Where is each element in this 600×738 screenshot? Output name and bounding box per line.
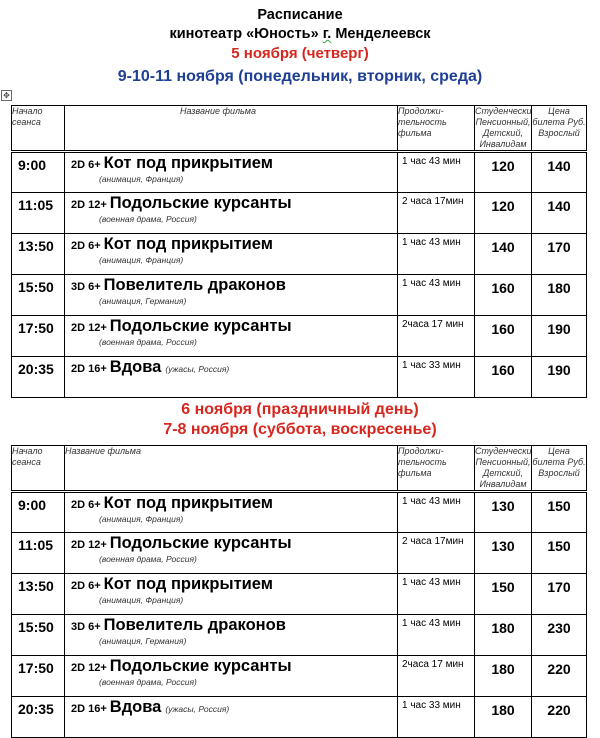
- format-rating: 2D 12+: [71, 539, 107, 551]
- price-concession: 180: [475, 615, 532, 656]
- film-title: Кот под прикрытием: [103, 235, 273, 253]
- price-adult: 190: [532, 357, 587, 398]
- film-cell: [65, 574, 398, 615]
- film-cell: [65, 533, 398, 574]
- table-row: [12, 533, 587, 574]
- film-title: Кот под прикрытием: [103, 154, 273, 172]
- film-genre: (анимация, Франция): [99, 595, 184, 605]
- film-genre: (анимация, Франция): [99, 174, 184, 184]
- table-row: [12, 275, 587, 316]
- col-concession: Студенчески Пенсионный, Детский, Инвалидам: [475, 446, 532, 492]
- film-title: Кот под прикрытием: [103, 494, 273, 512]
- film-title: Подольские курсанты: [109, 534, 292, 552]
- film-cell: [65, 193, 398, 234]
- table-row: [12, 357, 587, 398]
- price-adult: 190: [532, 316, 587, 357]
- format-rating: 3D 6+: [71, 621, 101, 633]
- format-rating: 2D 6+: [71, 159, 101, 171]
- film-title: Повелитель драконов: [103, 276, 286, 294]
- film-title: Подольские курсанты: [109, 194, 292, 212]
- price-concession: 150: [475, 574, 532, 615]
- start-time: 11:05: [12, 533, 65, 574]
- film-cell: [65, 275, 398, 316]
- duration: 1 час 33 мин: [398, 697, 475, 738]
- format-rating: 2D 6+: [71, 580, 101, 592]
- duration: 1 час 43 мин: [398, 574, 475, 615]
- price-adult: 150: [532, 533, 587, 574]
- price-adult: 220: [532, 697, 587, 738]
- price-concession: 160: [475, 357, 532, 398]
- duration: 2 часа 17мин: [398, 193, 475, 234]
- film-cell: [65, 492, 398, 533]
- move-handle-icon[interactable]: ✥: [1, 90, 12, 101]
- duration: 2часа 17 мин: [398, 316, 475, 357]
- price-concession: 160: [475, 316, 532, 357]
- film-genre: (военная драма, Россия): [99, 337, 197, 347]
- start-time: 13:50: [12, 574, 65, 615]
- col-start: Начало сеанса: [12, 446, 65, 492]
- film-cell: [65, 152, 398, 193]
- price-concession: 130: [475, 492, 532, 533]
- start-time: 13:50: [12, 234, 65, 275]
- section2-header: [0, 400, 600, 439]
- film-title: Кот под прикрытием: [103, 575, 273, 593]
- duration: 1 час 43 мин: [398, 615, 475, 656]
- table-header-row: [12, 446, 587, 492]
- price-concession: 120: [475, 152, 532, 193]
- price-adult: 150: [532, 492, 587, 533]
- start-time: 15:50: [12, 615, 65, 656]
- price-adult: 230: [532, 615, 587, 656]
- film-title: Подольские курсанты: [109, 317, 292, 335]
- film-genre: (ужасы, Россия): [165, 704, 230, 714]
- price-concession: 180: [475, 656, 532, 697]
- format-rating: 2D 6+: [71, 499, 101, 511]
- start-time: 20:35: [12, 697, 65, 738]
- film-cell: [65, 697, 398, 738]
- start-time: 17:50: [12, 656, 65, 697]
- duration: 2 часа 17мин: [398, 533, 475, 574]
- format-rating: 2D 12+: [71, 199, 107, 211]
- start-time: 9:00: [12, 152, 65, 193]
- price-concession: 160: [475, 275, 532, 316]
- film-title: Вдова: [109, 358, 162, 376]
- section1-date: 5 ноября (четверг): [231, 45, 369, 62]
- price-adult: 170: [532, 234, 587, 275]
- film-genre: (анимация, Германия): [99, 296, 187, 306]
- duration: 1 час 43 мин: [398, 492, 475, 533]
- start-time: 11:05: [12, 193, 65, 234]
- section2-days: 7-8 ноября (суббота, воскресенье): [163, 421, 437, 438]
- table-row: [12, 152, 587, 193]
- col-duration: Продолжи-тельность фильма: [398, 446, 475, 492]
- col-adult: Цена билета Руб. Взрослый: [532, 106, 587, 152]
- section2-date: 6 ноября (праздничный день): [181, 401, 419, 418]
- format-rating: 2D 12+: [71, 322, 107, 334]
- col-start: Начало сеанса: [12, 106, 65, 152]
- film-genre: (анимация, Франция): [99, 255, 184, 265]
- table-row: [12, 697, 587, 738]
- col-adult: Цена билета Руб. Взрослый: [532, 446, 587, 492]
- col-concession: Студенчески Пенсионный, Детский, Инвалидам: [475, 106, 532, 152]
- price-adult: 220: [532, 656, 587, 697]
- table-row: [12, 615, 587, 656]
- format-rating: 2D 6+: [71, 240, 101, 252]
- film-genre: (анимация, Германия): [99, 636, 187, 646]
- price-adult: 140: [532, 152, 587, 193]
- duration: 1 час 33 мин: [398, 357, 475, 398]
- film-cell: [65, 357, 398, 398]
- film-cell: [65, 234, 398, 275]
- table-row: [12, 193, 587, 234]
- table-row: [12, 492, 587, 533]
- table-row: [12, 234, 587, 275]
- price-adult: 180: [532, 275, 587, 316]
- schedule-table-2: [11, 445, 587, 738]
- start-time: 15:50: [12, 275, 65, 316]
- price-concession: 120: [475, 193, 532, 234]
- cinema-name: кинотеатр «Юность» г. Менделеевск: [169, 26, 431, 42]
- film-genre: (анимация, Франция): [99, 514, 184, 524]
- price-adult: 170: [532, 574, 587, 615]
- format-rating: 2D 16+: [71, 363, 107, 375]
- col-film: Название фильма: [65, 106, 398, 152]
- format-rating: 3D 6+: [71, 281, 101, 293]
- page-header: [0, 6, 600, 86]
- film-title: Повелитель драконов: [103, 616, 286, 634]
- film-genre: (военная драма, Россия): [99, 214, 197, 224]
- duration: 2часа 17 мин: [398, 656, 475, 697]
- schedule-table-1: [11, 105, 587, 398]
- duration: 1 час 43 мин: [398, 152, 475, 193]
- section1-days: 9-10-11 ноября (понедельник, вторник, среда): [117, 68, 483, 85]
- table-row: [12, 656, 587, 697]
- table-row: [12, 316, 587, 357]
- table-row: [12, 574, 587, 615]
- format-rating: 2D 12+: [71, 662, 107, 674]
- price-concession: 140: [475, 234, 532, 275]
- duration: 1 час 43 мин: [398, 234, 475, 275]
- film-genre: (военная драма, Россия): [99, 677, 197, 687]
- film-genre: (ужасы, Россия): [165, 364, 230, 374]
- col-duration: Продолжи-тельность фильма: [398, 106, 475, 152]
- price-concession: 180: [475, 697, 532, 738]
- start-time: 9:00: [12, 492, 65, 533]
- film-cell: [65, 615, 398, 656]
- col-film: Название фильма: [65, 446, 398, 492]
- duration: 1 час 43 мин: [398, 275, 475, 316]
- price-concession: 130: [475, 533, 532, 574]
- film-title: Вдова: [109, 698, 162, 716]
- page-title: Расписание: [257, 7, 343, 23]
- start-time: 20:35: [12, 357, 65, 398]
- table-header-row: [12, 106, 587, 152]
- film-title: Подольские курсанты: [109, 657, 292, 675]
- film-cell: [65, 656, 398, 697]
- film-genre: (военная драма, Россия): [99, 554, 197, 564]
- film-cell: [65, 316, 398, 357]
- format-rating: 2D 16+: [71, 703, 107, 715]
- price-adult: 140: [532, 193, 587, 234]
- start-time: 17:50: [12, 316, 65, 357]
